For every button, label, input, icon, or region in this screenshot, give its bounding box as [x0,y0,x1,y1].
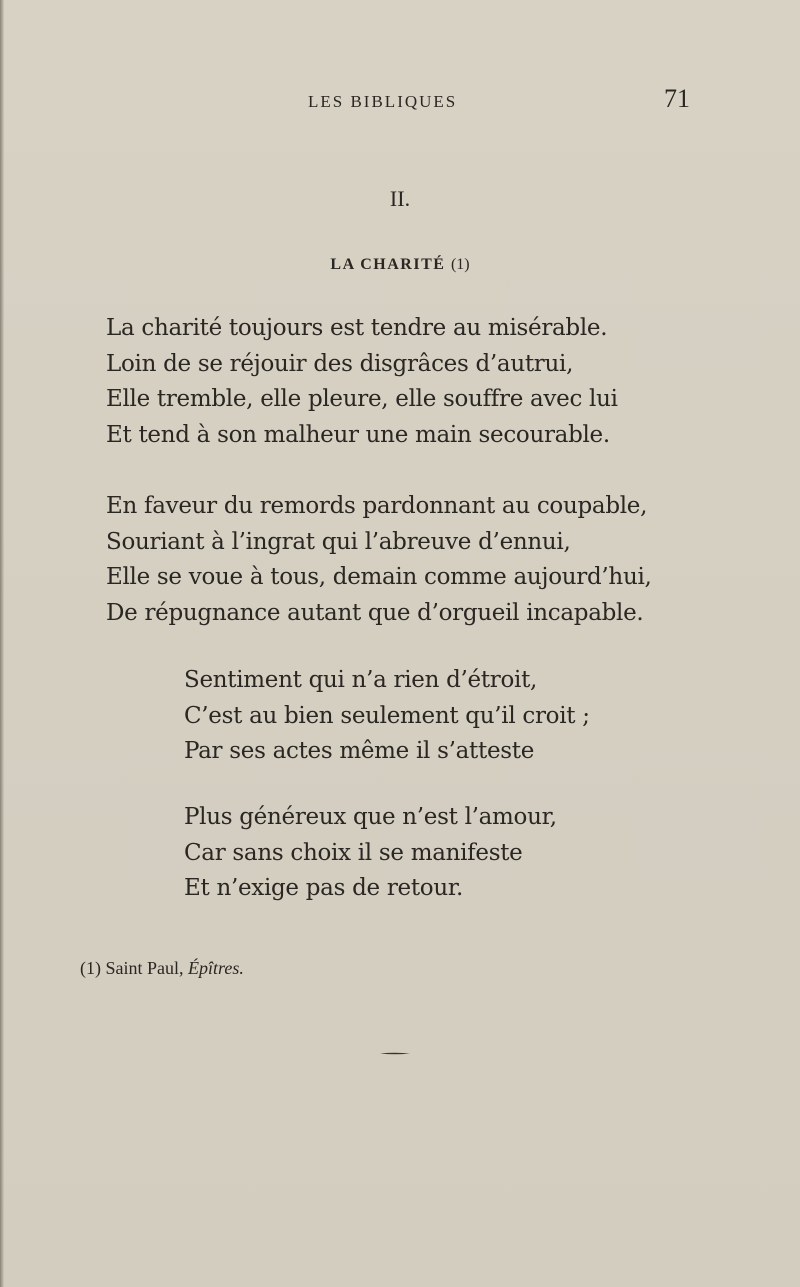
stanza-2 [106,489,652,631]
end-ornament [380,1052,410,1055]
footnote-reference: (1) [450,256,470,273]
footnote [80,958,244,979]
verse-line: Loin de se réjouir des disgrâces d’autrui, [106,350,574,377]
verse-line: Et n’exige pas de retour. [184,875,464,901]
footnote-text: Saint Paul, [105,958,184,978]
verse-line: En faveur du remords pardonnant au coupable, [106,493,648,519]
verse-line: Car sans choix il se manifeste [184,839,523,866]
verse-line: Plus généreux que n’est l’amour, [184,804,557,830]
poem-title-text: LA CHARITÉ [330,256,446,273]
verse-line: C’est au bien seulement qu’il croit ; [184,702,590,729]
verse-line: Et tend à son malheur une main secourable. [106,421,610,448]
footnote-marker: (1) [80,958,101,978]
verse-line: Sentiment qui n’a rien d’étroit, [184,667,538,693]
section-number: II. [389,186,411,211]
verse-line: Elle tremble, elle pleure, elle souffre avec lui [106,386,618,412]
poem-title [0,256,800,274]
stanza-4 [184,800,557,907]
page-number: 71 [664,84,690,113]
stanza-1 [106,311,618,453]
stanza-3 [184,663,590,770]
verse-line: De répugnance autant que d’orgueil incapable. [106,599,644,626]
verse-line: Souriant à l’ingrat qui l’abreuve d’ennui, [106,528,571,555]
verse-line: Elle se voue à tous, demain comme aujourd’hui, [106,564,652,590]
running-title: LES BIBLIQUES [308,92,458,111]
verse-line: La charité toujours est tendre au misérable. [106,315,608,341]
verse-line: Par ses actes même il s’atteste [184,738,535,764]
footnote-work: Épîtres. [188,958,244,978]
